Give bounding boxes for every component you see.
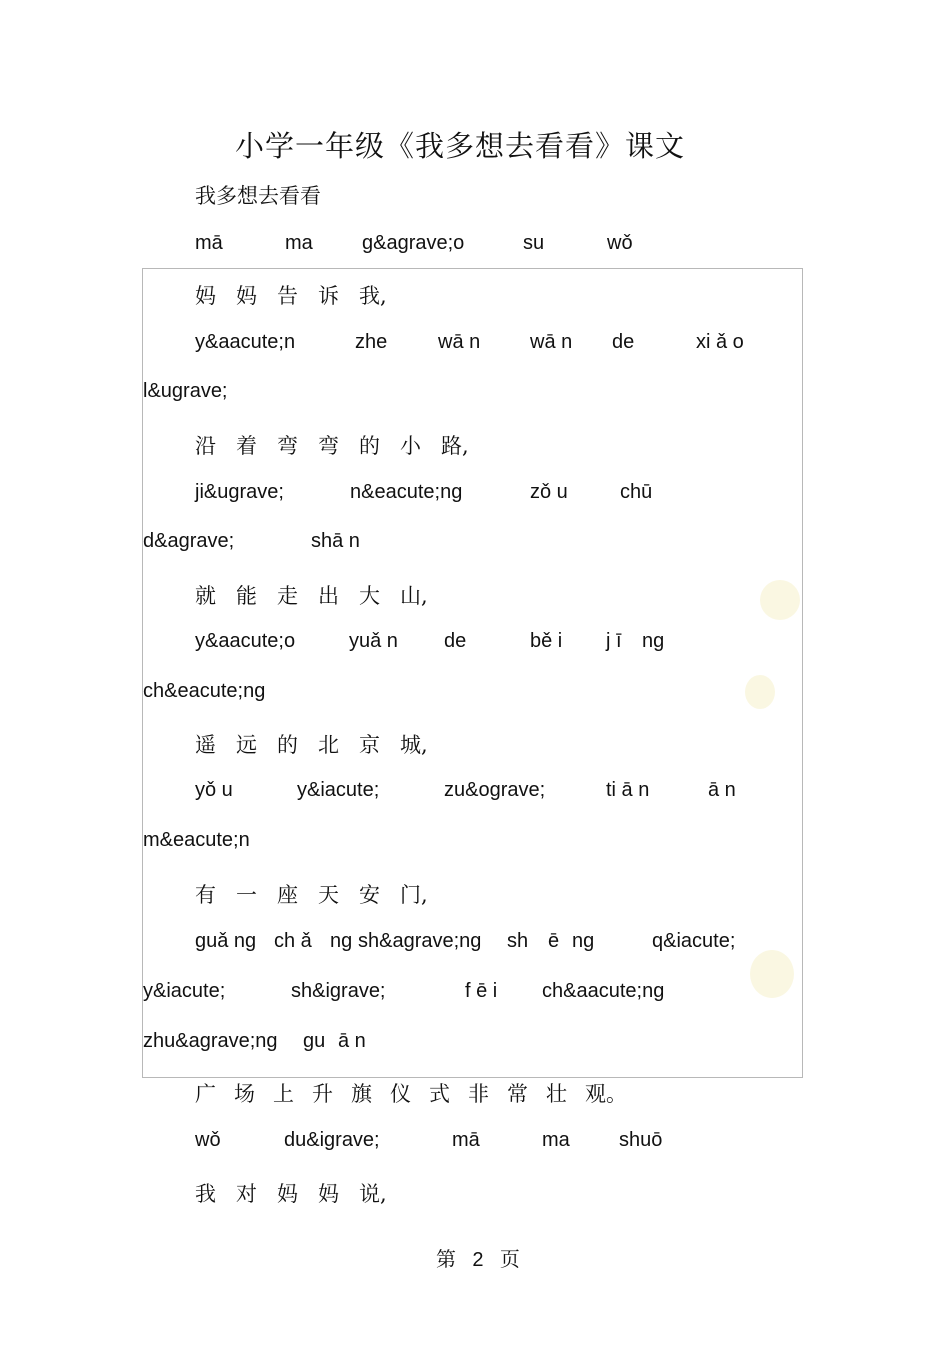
chinese-char: 沿 xyxy=(195,434,216,458)
pinyin-syllable: y&iacute; xyxy=(143,980,226,1002)
pinyin-syllable: y&iacute; xyxy=(297,779,380,801)
chinese-char: 北 xyxy=(318,733,339,757)
chinese-char: 我, xyxy=(359,284,387,308)
chinese-char: 升 xyxy=(312,1082,333,1106)
page-number xyxy=(436,1243,520,1272)
pinyin-syllable: ji&ugrave; xyxy=(195,481,284,503)
pinyin-syllable: y&aacute;n xyxy=(195,331,296,353)
chinese-char: 山, xyxy=(400,584,428,608)
chinese-char: 对 xyxy=(236,1182,257,1206)
poem-subtitle: 我多想去看看 xyxy=(195,184,321,208)
page-number-value: 2 xyxy=(472,1249,484,1271)
pinyin-syllable: wǒ xyxy=(195,1129,221,1151)
pinyin-syllable: zu&ograve; xyxy=(444,779,546,801)
chinese-char: 座 xyxy=(277,883,298,907)
chinese-line-7 xyxy=(195,1178,387,1208)
pinyin-syllable: gu xyxy=(303,1030,326,1052)
pinyin-syllable: ma xyxy=(285,232,313,254)
chinese-char: 路, xyxy=(441,434,469,458)
pinyin-syllable: su xyxy=(523,232,545,254)
pinyin-syllable: ā n xyxy=(338,1030,366,1052)
chinese-char: 仪 xyxy=(390,1082,411,1106)
pinyin-syllable: du&igrave; xyxy=(284,1129,380,1151)
page-number-prefix: 第 xyxy=(436,1247,456,1271)
chinese-char: 京 xyxy=(359,733,380,757)
chinese-char: 着 xyxy=(236,434,257,458)
pinyin-syllable: zǒ u xyxy=(530,481,568,503)
chinese-char: 门, xyxy=(400,883,428,907)
pinyin-syllable: guǎ ng xyxy=(195,930,257,952)
page-number-suffix: 页 xyxy=(499,1247,520,1271)
pinyin-syllable: ti ā n xyxy=(606,779,650,801)
chinese-char: 出 xyxy=(318,584,339,608)
chinese-char: 说, xyxy=(359,1182,387,1206)
chinese-char: 妈 xyxy=(195,284,216,308)
pinyin-syllable: yǒ u xyxy=(195,779,233,801)
pinyin-syllable: wǒ xyxy=(607,232,633,254)
pinyin-syllable: m&eacute;n xyxy=(143,829,250,851)
pinyin-syllable: sh&agrave;ng xyxy=(358,930,482,952)
chinese-char: 有 xyxy=(195,883,216,907)
pinyin-syllable: g&agrave;o xyxy=(362,232,465,254)
chinese-char: 走 xyxy=(277,584,298,608)
chinese-char: 天 xyxy=(318,883,339,907)
chinese-line-3 xyxy=(195,580,428,610)
chinese-line-6 xyxy=(195,1078,627,1108)
pinyin-syllable: chū xyxy=(620,481,653,503)
chinese-char: 弯 xyxy=(277,434,298,458)
pinyin-syllable: xi ǎ o xyxy=(696,331,744,353)
pinyin-syllable: q&iacute; xyxy=(652,930,736,952)
pinyin-syllable: ch&eacute;ng xyxy=(143,680,266,702)
pinyin-syllable: wā n xyxy=(530,331,573,353)
chinese-char: 常 xyxy=(507,1082,528,1106)
chinese-char: 妈 xyxy=(236,284,257,308)
chinese-char: 上 xyxy=(273,1082,294,1106)
pinyin-syllable: ē xyxy=(548,930,560,952)
pinyin-syllable: shuō xyxy=(619,1129,663,1151)
chinese-char: 远 xyxy=(236,733,257,757)
chinese-char: 观。 xyxy=(585,1082,627,1106)
chinese-char: 大 xyxy=(359,584,380,608)
pinyin-syllable: yuǎ n xyxy=(349,630,398,652)
pinyin-syllable: mā xyxy=(195,232,223,254)
pinyin-syllable: bě i xyxy=(530,630,563,652)
pinyin-syllable: ā n xyxy=(708,779,736,801)
text-frame xyxy=(142,268,803,1078)
chinese-char: 安 xyxy=(359,883,380,907)
chinese-char: 的 xyxy=(359,434,380,458)
chinese-char: 广 xyxy=(195,1082,216,1106)
pinyin-syllable: sh&igrave; xyxy=(291,980,386,1002)
chinese-char: 的 xyxy=(277,733,298,757)
pinyin-syllable: ng xyxy=(572,930,595,952)
pinyin-syllable: wā n xyxy=(438,331,481,353)
chinese-char: 能 xyxy=(236,584,257,608)
chinese-char: 妈 xyxy=(277,1182,298,1206)
chinese-line-5 xyxy=(195,879,428,909)
pinyin-syllable: j ī xyxy=(606,630,622,652)
page-title: 小学一年级《我多想去看看》课文 xyxy=(235,129,686,163)
chinese-char: 弯 xyxy=(318,434,339,458)
chinese-char: 就 xyxy=(195,584,216,608)
pinyin-syllable: zhu&agrave;ng xyxy=(143,1030,278,1052)
chinese-char: 旗 xyxy=(351,1082,372,1106)
chinese-char: 告 xyxy=(277,284,298,308)
pinyin-syllable: d&agrave; xyxy=(143,530,235,552)
chinese-line-4 xyxy=(195,729,428,759)
pinyin-syllable: y&aacute;o xyxy=(195,630,296,652)
pinyin-syllable: f ē i xyxy=(465,980,498,1002)
chinese-char: 城, xyxy=(400,733,428,757)
chinese-line-2 xyxy=(195,430,469,460)
chinese-char: 我 xyxy=(195,1182,216,1206)
chinese-char: 非 xyxy=(468,1082,489,1106)
pinyin-syllable: l&ugrave; xyxy=(143,380,228,402)
pinyin-syllable: ma xyxy=(542,1129,570,1151)
pinyin-syllable: ng xyxy=(642,630,665,652)
chinese-char: 小 xyxy=(400,434,421,458)
pinyin-syllable: de xyxy=(612,331,635,353)
pinyin-syllable: sh xyxy=(507,930,529,952)
chinese-char: 壮 xyxy=(546,1082,567,1106)
chinese-char: 诉 xyxy=(318,284,339,308)
chinese-char: 遥 xyxy=(195,733,216,757)
chinese-line-1 xyxy=(195,280,387,310)
chinese-char: 妈 xyxy=(318,1182,339,1206)
pinyin-syllable: mā xyxy=(452,1129,480,1151)
pinyin-syllable: zhe xyxy=(355,331,388,353)
pinyin-syllable: ng xyxy=(330,930,353,952)
pinyin-syllable: de xyxy=(444,630,467,652)
chinese-char: 场 xyxy=(234,1082,255,1106)
pinyin-syllable: ch ǎ xyxy=(274,930,312,952)
chinese-char: 一 xyxy=(236,883,257,907)
pinyin-syllable: n&eacute;ng xyxy=(350,481,463,503)
pinyin-syllable: shā n xyxy=(311,530,360,552)
pinyin-syllable: ch&aacute;ng xyxy=(542,980,665,1002)
chinese-char: 式 xyxy=(429,1082,450,1106)
